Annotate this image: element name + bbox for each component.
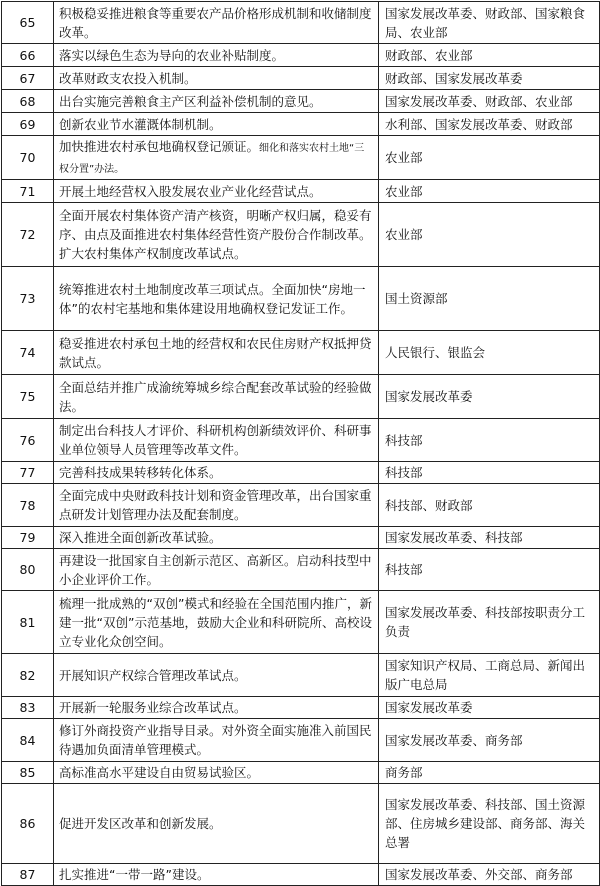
table-row [2,419,600,462]
table-row [2,719,600,762]
table-row [2,113,600,136]
table-row [2,654,600,697]
task-cell: 出台实施完善粮食主产区利益补偿机制的意见。 [54,90,379,113]
task-text: 加快推进农村承包地确权登记颁证。 [59,138,260,154]
task-cell: 完善科技成果转移转化体系。 [54,462,379,484]
row-number: 76 [2,419,54,462]
department-cell: 农业部 [379,180,600,203]
task-cell: 改革财政支农投入机制。 [54,67,379,90]
table-row [2,90,600,113]
task-cell: 全面开展农村集体资产清产核资，明晰产权归属，稳妥有序、由点及面推进农村集体经营性资产股份合作制改革。扩大农村集体产权制度改革试点。 [54,203,379,267]
row-number: 67 [2,67,54,90]
table-row [2,784,600,864]
task-cell: 再建设一批国家自主创新示范区、高新区。启动科技型中小企业评价工作。 [54,549,379,591]
department-cell: 国家知识产权局、工商总局、新闻出版广电总局 [379,654,600,697]
department-cell: 商务部 [379,762,600,784]
table-row [2,484,600,527]
row-number: 66 [2,44,54,67]
department-cell: 国家发展改革委 [379,697,600,719]
row-number: 73 [2,267,54,331]
row-number: 81 [2,591,54,654]
row-number: 77 [2,462,54,484]
row-number: 83 [2,697,54,719]
department-cell: 国家发展改革委 [379,375,600,419]
row-number: 75 [2,375,54,419]
table-row [2,527,600,549]
department-cell: 人民银行、银监会 [379,331,600,375]
department-cell: 国家发展改革委、科技部、国土资源部、住房城乡建设部、商务部、海关总署 [379,784,600,864]
department-cell: 国土资源部 [379,267,600,331]
row-number: 79 [2,527,54,549]
department-cell: 农业部 [379,203,600,267]
table-row [2,331,600,375]
department-cell: 国家发展改革委、财政部、农业部 [379,90,600,113]
table-row [2,549,600,591]
table-body [2,2,600,886]
reform-task-table [1,1,600,886]
department-cell: 科技部 [379,419,600,462]
task-cell: 开展新一轮服务业综合改革试点。 [54,697,379,719]
task-cell: 扎实推进“一带一路”建设。 [54,864,379,886]
row-number: 82 [2,654,54,697]
table-row [2,2,600,44]
task-cell: 梳理一批成熟的“双创”模式和经验在全国范围内推广，新建一批“双创”示范基地，鼓励大企业和科研院所、高校设立专业化众创空间。 [54,591,379,654]
task-cell [54,136,379,180]
department-cell: 财政部、国家发展改革委 [379,67,600,90]
department-cell: 科技部、财政部 [379,484,600,527]
task-cell: 开展土地经营权入股发展农业产业化经营试点。 [54,180,379,203]
table-row [2,762,600,784]
task-cell: 开展知识产权综合管理改革试点。 [54,654,379,697]
department-cell: 科技部 [379,462,600,484]
table-row [2,375,600,419]
task-cell: 稳妥推进农村承包土地的经营权和农民住房财产权抵押贷款试点。 [54,331,379,375]
row-number: 71 [2,180,54,203]
table-row [2,67,600,90]
task-cell: 促进开发区改革和创新发展。 [54,784,379,864]
task-cell: 高标准高水平建设自由贸易试验区。 [54,762,379,784]
row-number: 68 [2,90,54,113]
department-cell: 国家发展改革委、科技部 [379,527,600,549]
row-number: 69 [2,113,54,136]
row-number: 87 [2,864,54,886]
table-row [2,180,600,203]
task-cell: 深入推进全面创新改革试验。 [54,527,379,549]
task-note: 细化和落实农村土地“三权分置”办法。 [59,142,365,175]
row-number: 74 [2,331,54,375]
department-cell: 科技部 [379,549,600,591]
row-number: 78 [2,484,54,527]
department-cell: 水利部、国家发展改革委、财政部 [379,113,600,136]
table-row [2,697,600,719]
department-cell: 国家发展改革委、外交部、商务部 [379,864,600,886]
table-row [2,864,600,886]
task-cell: 修订外商投资产业指导目录。对外资全面实施准入前国民待遇加负面清单管理模式。 [54,719,379,762]
table-row [2,44,600,67]
table-row [2,591,600,654]
row-number: 72 [2,203,54,267]
task-cell: 积极稳妥推进粮食等重要农产品价格形成机制和收储制度改革。 [54,2,379,44]
task-cell: 落实以绿色生态为导向的农业补贴制度。 [54,44,379,67]
department-cell: 国家发展改革委、科技部按职责分工负责 [379,591,600,654]
table-row [2,267,600,331]
row-number: 86 [2,784,54,864]
row-number: 84 [2,719,54,762]
row-number: 80 [2,549,54,591]
row-number: 65 [2,2,54,44]
table-row [2,462,600,484]
row-number: 85 [2,762,54,784]
task-cell: 全面总结并推广成渝统筹城乡综合配套改革试验的经验做法。 [54,375,379,419]
task-cell: 统筹推进农村土地制度改革三项试点。全面加快“房地一体”的农村宅基地和集体建设用地确权登记发证工作。 [54,267,379,331]
department-cell: 财政部、农业部 [379,44,600,67]
table-row [2,203,600,267]
task-cell: 制定出台科技人才评价、科研机构创新绩效评价、科研事业单位领导人员管理等改革文件。 [54,419,379,462]
department-cell: 国家发展改革委、财政部、国家粮食局、农业部 [379,2,600,44]
row-number: 70 [2,136,54,180]
department-cell: 农业部 [379,136,600,180]
task-cell: 全面完成中央财政科技计划和资金管理改革，出台国家重点研发计划管理办法及配套制度。 [54,484,379,527]
department-cell: 国家发展改革委、商务部 [379,719,600,762]
table-row [2,136,600,180]
task-cell: 创新农业节水灌溉体制机制。 [54,113,379,136]
